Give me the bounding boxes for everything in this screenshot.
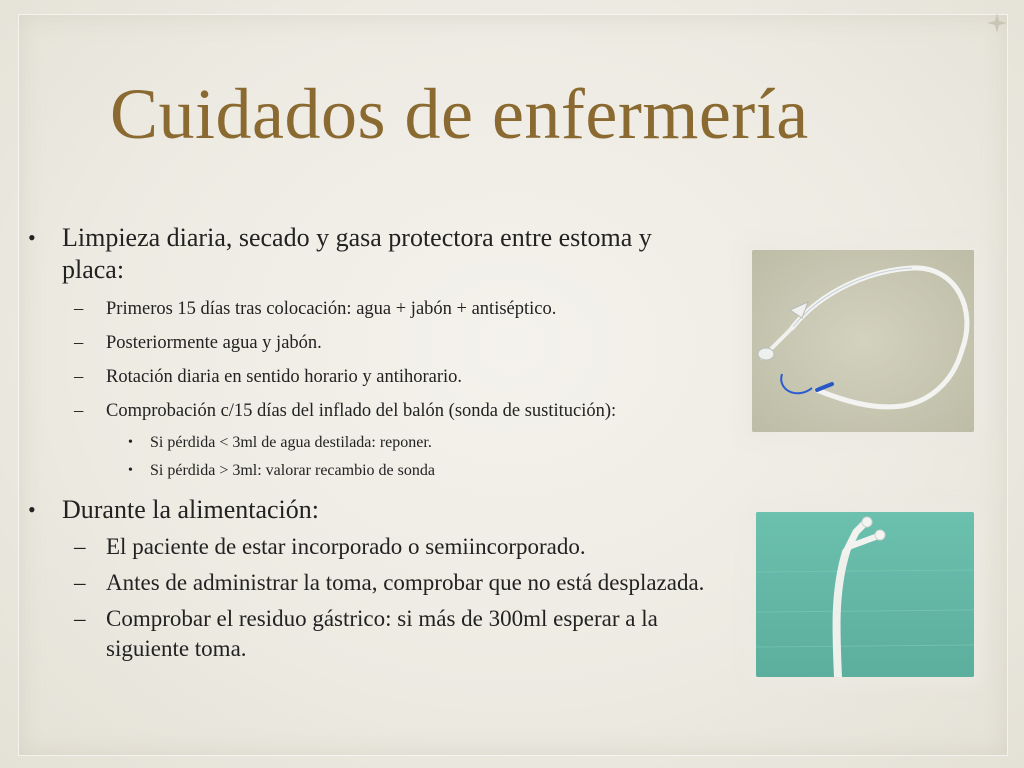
- bullet-text: Durante la alimentación:: [62, 495, 320, 524]
- sub-bullet: [28, 398, 718, 424]
- dash-marker: –: [74, 401, 84, 421]
- dot-marker: •: [128, 435, 133, 450]
- bullet-marker: •: [28, 225, 36, 250]
- dash-marker: –: [74, 333, 84, 353]
- sub-bullet-text: Primeros 15 días tras colocación: agua + jabón + antiséptico.: [106, 299, 557, 319]
- bullet-marker: •: [28, 497, 36, 522]
- bullet-alimentacion: [28, 494, 718, 526]
- dot-marker: •: [128, 463, 133, 478]
- sub-bullet: [28, 532, 718, 562]
- dash-marker: –: [74, 534, 86, 559]
- corner-star-icon: [986, 12, 1008, 34]
- sub-bullet-text: Rotación diaria en sentido horario y antihorario.: [106, 367, 463, 387]
- dash-marker: –: [74, 367, 84, 387]
- sub-bullet: [28, 604, 718, 664]
- sub-sub-bullet: [28, 460, 718, 482]
- dash-marker: –: [74, 570, 86, 595]
- bullet-limpieza: [28, 222, 718, 286]
- gastrostomy-balloon-tube-photo: [752, 250, 974, 432]
- sub-bullet: [28, 364, 718, 390]
- sub-bullet-text: El paciente de estar incorporado o semiincorporado.: [106, 534, 586, 559]
- dash-marker: –: [74, 299, 84, 319]
- sub-bullet: [28, 568, 718, 598]
- sub-bullet-text: Comprobar el residuo gástrico: si más de 300ml esperar a la siguiente toma.: [106, 606, 658, 661]
- sub-sub-bullet-text: Si pérdida > 3ml: valorar recambio de sonda: [150, 462, 435, 479]
- sub-bullet-text: Comprobación c/15 días del inflado del balón (sonda de sustitución):: [106, 401, 617, 421]
- slide-title: Cuidados de enfermería: [110, 74, 809, 154]
- sub-bullet-text: Antes de administrar la toma, comprobar que no está desplazada.: [106, 570, 705, 595]
- sub-bullet: [28, 330, 718, 356]
- gastrostomy-tube-connector-photo: [756, 512, 974, 677]
- dash-marker: –: [74, 606, 86, 631]
- sub-bullet: [28, 296, 718, 322]
- sub-sub-bullet: [28, 432, 718, 454]
- sub-sub-bullet-text: Si pérdida < 3ml de agua destilada: reponer.: [150, 434, 432, 451]
- sub-bullet-text: Posteriormente agua y jabón.: [106, 333, 322, 353]
- slide-content: [28, 222, 718, 670]
- bullet-text: Limpieza diaria, secado y gasa protectora entre estoma y placa:: [62, 223, 652, 284]
